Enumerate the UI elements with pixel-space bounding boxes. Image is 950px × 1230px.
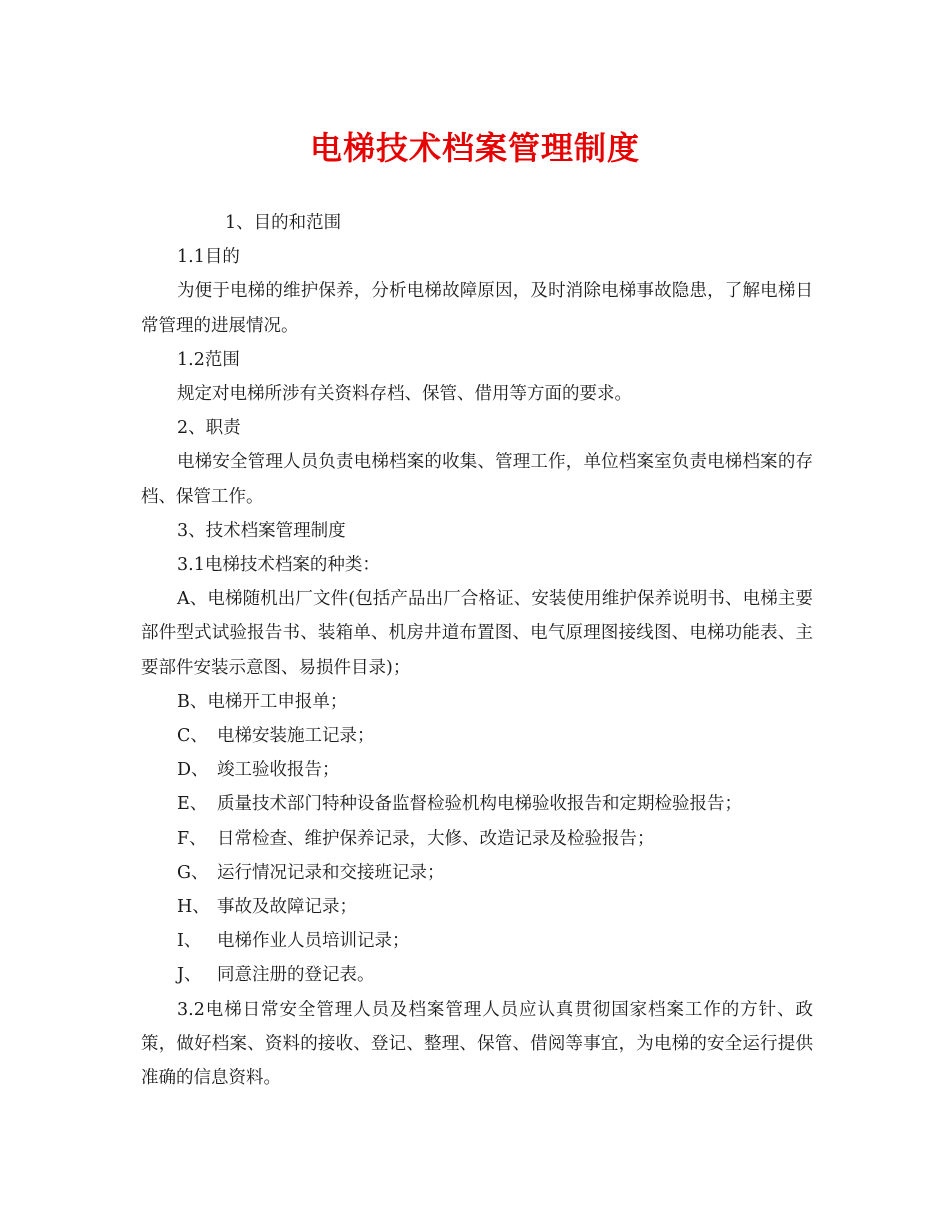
list-item-e — [141, 787, 813, 821]
list-item-key: F、 — [177, 828, 207, 849]
list-item-j — [141, 958, 813, 992]
list-item-text: 电梯作业人员培训记录； — [217, 931, 410, 952]
section-1-heading: 1、目的和范围 — [225, 213, 342, 233]
section-1-2-text: 规定对电梯所涉有关资料存档、保管、借用等方面的要求。 — [177, 384, 632, 405]
section-3-1-heading: 3.1电梯技术档案的种类： — [177, 555, 380, 576]
list-item-key: H、 — [177, 897, 210, 918]
list-item-a: A、电梯随机出厂文件(包括产品出厂合格证、安装使用维护保养说明书、电梯主要部件型式试验报告书、装箱单、机房井道布置图、电气原理图接线图、电梯功能表、主要部件安装示意图、易损件目录)； — [141, 589, 813, 678]
list-item-text: 运行情况记录和交接班记录； — [217, 862, 445, 883]
section-1-2-heading: 1.2范围 — [177, 349, 240, 370]
list-item-text: 同意注册的登记表。 — [217, 965, 375, 986]
list-item-key: C、 — [177, 726, 208, 747]
section-2-heading: 2、职责 — [177, 418, 241, 439]
list-item-key: J、 — [177, 965, 202, 986]
list-item-text: 电梯安装施工记录； — [217, 726, 375, 747]
list-item-g — [141, 856, 813, 890]
list-item-d — [141, 753, 813, 787]
list-item-key: E、 — [177, 794, 208, 815]
section-2-text: 电梯安全管理人员负责电梯档案的收集、管理工作，单位档案室负责电梯档案的存档、保管工作。 — [141, 452, 813, 507]
list-item-text: 质量技术部门特种设备监督检验机构电梯验收报告和定期检验报告； — [217, 794, 742, 815]
list-item-b: B、电梯开工申报单； — [177, 691, 348, 712]
list-item-key: D、 — [177, 760, 209, 781]
section-1-1-heading: 1.1目的 — [177, 247, 240, 268]
document-body — [141, 206, 813, 1095]
section-1-1-text: 为便于电梯的维护保养，分析电梯故障原因，及时消除电梯事故隐患，了解电梯日常管理的进展情况。 — [141, 281, 813, 336]
list-item-text: 日常检查、维护保养记录，大修、改造记录及检验报告； — [217, 828, 655, 849]
list-item-f — [141, 822, 813, 856]
list-item-key: I、 — [177, 931, 202, 952]
document-title: 电梯技术档案管理制度 — [309, 129, 640, 167]
section-3-2-text: 3.2电梯日常安全管理人员及档案管理人员应认真贯彻国家档案工作的方针、政策，做好档案、资料的接收、登记、整理、保管、借阅等事宜，为电梯的安全运行提供准确的信息资料。 — [141, 999, 813, 1089]
list-item-text: 事故及故障记录； — [217, 897, 357, 918]
section-3-heading: 3、技术档案管理制度 — [177, 520, 346, 541]
list-item-c — [141, 719, 813, 753]
list-item-h — [141, 890, 813, 924]
list-item-text: 竣工验收报告； — [217, 760, 340, 781]
list-item-i — [141, 924, 813, 958]
list-item-key: G、 — [177, 862, 209, 883]
